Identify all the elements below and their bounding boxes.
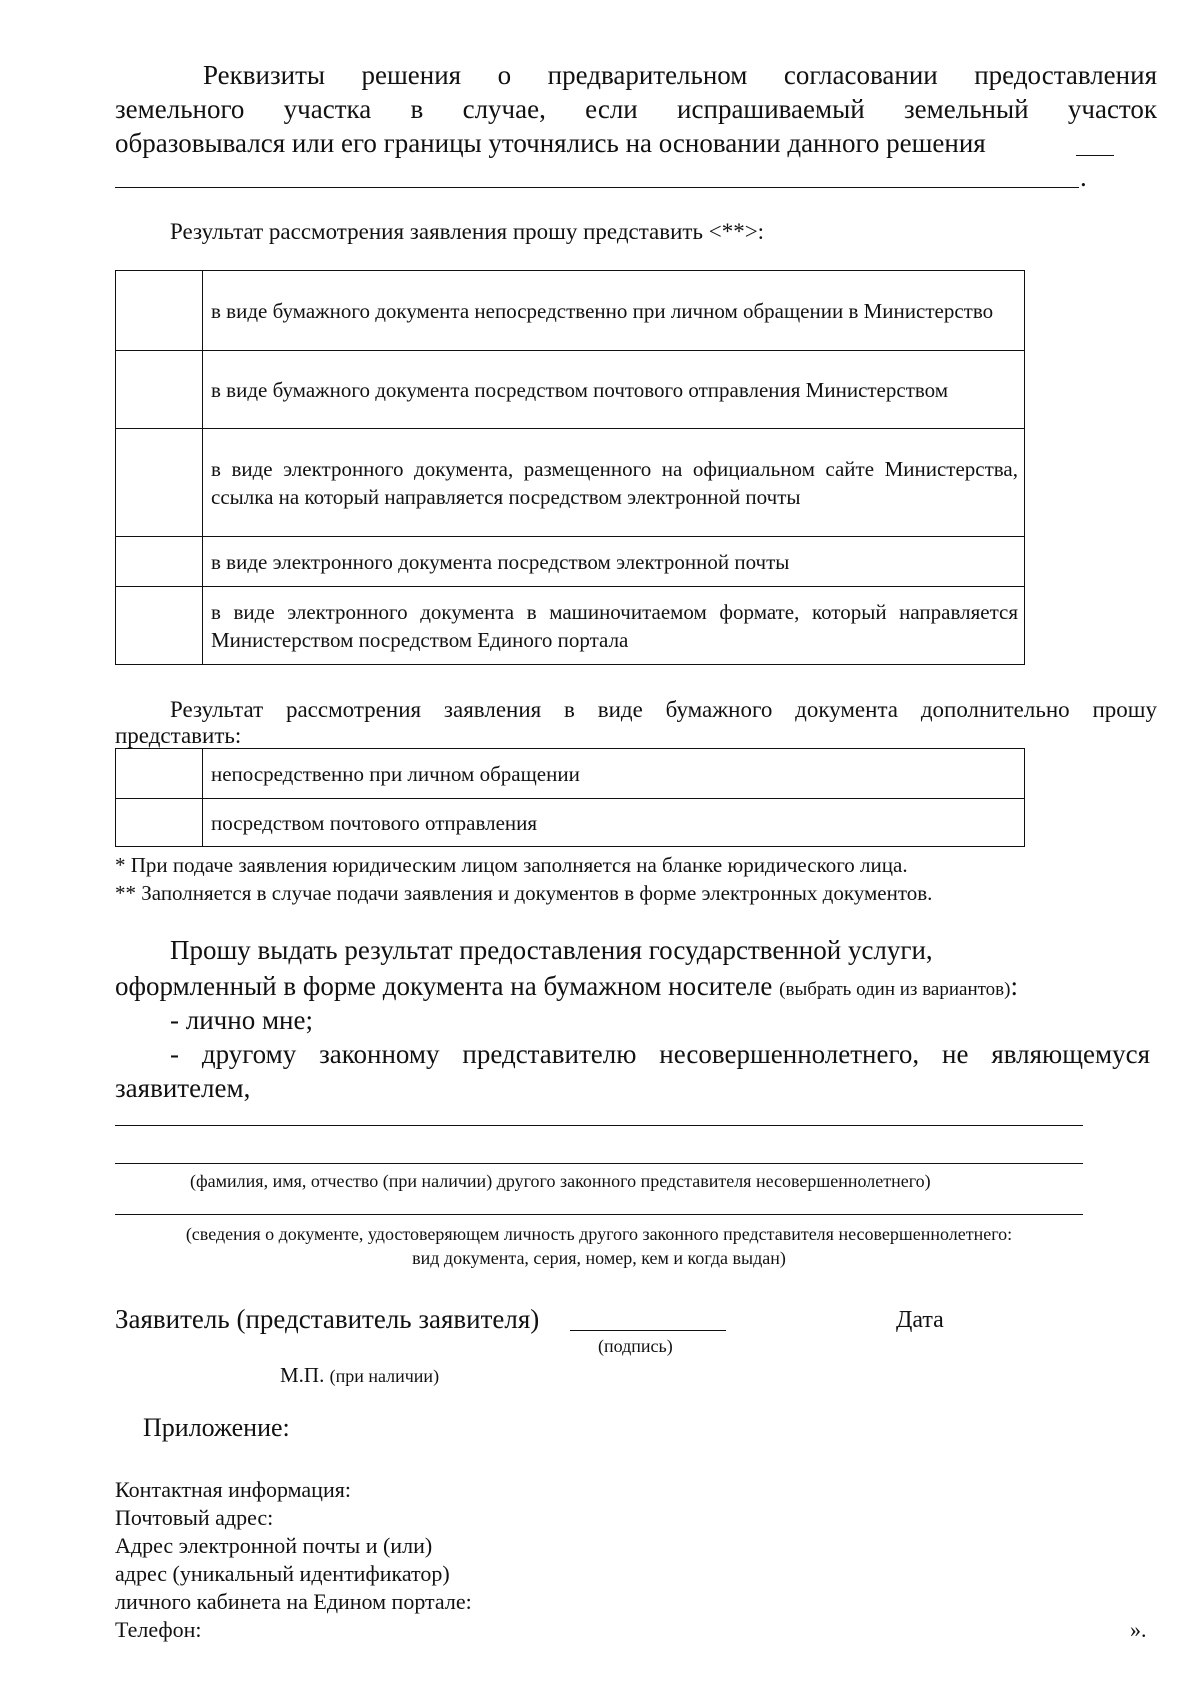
date-label: Дата	[896, 1307, 944, 1333]
option-row	[116, 271, 1025, 351]
footnote-2: ** Заполняется в случае подачи заявления и документов в форме электронных документов.	[115, 881, 933, 905]
contact-item: Контактная информация:	[115, 1477, 351, 1502]
caption-document-line-2: вид документа, серия, номер, кем и когда выдан)	[412, 1248, 786, 1268]
stamp-label	[280, 1361, 439, 1390]
stamp-hint: (при наличии)	[329, 1366, 440, 1386]
contact-item: Адрес электронной почты и (или)	[115, 1533, 433, 1558]
delivery-options-table	[115, 270, 1025, 665]
option-checkbox-4[interactable]	[116, 537, 203, 587]
caption-document-line-1: (сведения о документе, удостоверяющем личность другого законного представителя несовершеннолетнего:	[185, 1224, 1013, 1244]
requisites-line-1: Реквизиты решения о предварительном согласовании предоставления	[203, 60, 1157, 90]
option-checkbox-1[interactable]	[116, 271, 203, 351]
signature-caption: (подпись)	[598, 1336, 673, 1356]
option-text-4: в виде электронного документа посредством электронной почты	[203, 537, 1025, 587]
option-text-3: в виде электронного документа, размещенного на официальном сайте Министерства, ссылка на который направляется посредством электронной почты	[203, 429, 1025, 537]
requisites-blank-1[interactable]	[1076, 155, 1114, 156]
paper-option-checkbox-2[interactable]	[116, 799, 203, 847]
result-intro: Результат рассмотрения заявления прошу представить <**>:	[170, 219, 765, 244]
requisites-end-dot: .	[1080, 162, 1087, 192]
option-checkbox-3[interactable]	[116, 429, 203, 537]
issue-line-2-hint: (выбрать один из вариантов)	[779, 979, 1011, 1000]
paper-option-row	[116, 799, 1025, 847]
stamp-main: М.П.	[280, 1363, 325, 1387]
option-text-5: в виде электронного документа в машиночитаемом формате, который направляется Министерством посредством Единого портала	[203, 587, 1025, 665]
option-text-2: в виде бумажного документа посредством почтового отправления Министерством	[203, 351, 1025, 429]
attachment-label: Приложение:	[143, 1413, 290, 1442]
option-row	[116, 537, 1025, 587]
signature-blank[interactable]	[570, 1330, 726, 1331]
option-text-1: в виде бумажного документа непосредственно при личном обращении в Министерство	[203, 271, 1025, 351]
paper-option-row	[116, 749, 1025, 799]
requisites-line-2: земельного участка в случае, если испрашиваемый земельный участок	[115, 94, 1157, 124]
representative-blank-1[interactable]	[115, 1125, 1083, 1126]
option-checkbox-5[interactable]	[116, 587, 203, 665]
issue-line-2-colon: :	[1010, 971, 1018, 1001]
contact-item: адрес (уникальный идентификатор)	[115, 1561, 450, 1586]
issue-option-other-line-2: заявителем,	[115, 1073, 251, 1103]
issue-option-self: - лично мне;	[170, 1005, 313, 1035]
paper-option-text-1: непосредственно при личном обращении	[203, 749, 1025, 799]
option-row	[116, 351, 1025, 429]
paper-intro-line-2: представить:	[115, 723, 242, 748]
applicant-label: Заявитель (представитель заявителя)	[115, 1304, 540, 1334]
issue-line-2-main: оформленный в форме документа на бумажном носителе	[115, 971, 773, 1001]
paper-options-table	[115, 748, 1025, 847]
requisites-line-3: образовывался или его границы уточнялись на основании данного решения	[115, 128, 986, 158]
contact-item: Телефон:	[115, 1617, 202, 1642]
option-row	[116, 429, 1025, 537]
contact-item: Почтовый адрес:	[115, 1505, 274, 1530]
caption-fio: (фамилия, имя, отчество (при наличии) другого законного представителя несовершеннолетнего)	[190, 1171, 931, 1191]
issue-line-1: Прошу выдать результат предоставления государственной услуги,	[170, 935, 933, 965]
contact-item: личного кабинета на Едином портале:	[115, 1589, 472, 1614]
paper-option-text-2: посредством почтового отправления	[203, 799, 1025, 847]
paper-intro-line-1: Результат рассмотрения заявления в виде бумажного документа дополнительно прошу	[170, 697, 1157, 722]
issue-option-other-line-1: - другому законному представителю несовершеннолетнего, не являющемуся	[170, 1039, 1150, 1069]
paper-option-checkbox-1[interactable]	[116, 749, 203, 799]
option-checkbox-2[interactable]	[116, 351, 203, 429]
representative-blank-2[interactable]	[115, 1163, 1083, 1164]
option-row	[116, 587, 1025, 665]
footnote-1: * При подаче заявления юридическим лицом заполняется на бланке юридического лица.	[115, 853, 908, 877]
requisites-blank-2[interactable]	[115, 187, 1079, 188]
document-blank[interactable]	[115, 1214, 1083, 1215]
closing-quote: ».	[1130, 1617, 1147, 1642]
contact-list	[115, 1476, 472, 1644]
issue-line-2	[115, 969, 1018, 1007]
